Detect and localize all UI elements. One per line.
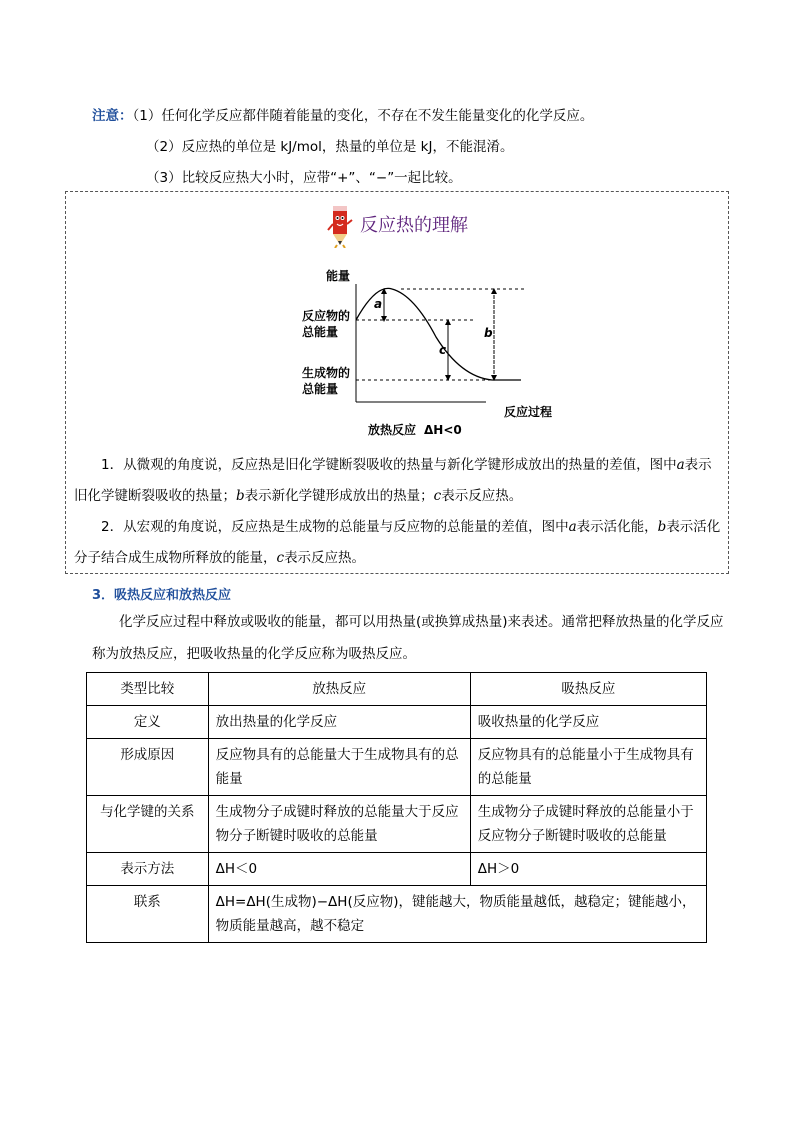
table-row (87, 706, 707, 739)
section-title: 3．吸热反应和放热反应 (92, 588, 232, 603)
comparison-table (86, 672, 707, 943)
macro-paragraph: 2．从宏观的角度说，反应热是生成物的总能量与反应物的总能量的差值，图中a表示活化能，b表示活化分子结合成生成物所释放的能量，c表示反应热。 (74, 519, 721, 566)
table-cell: 形成原因 (87, 739, 209, 796)
table-cell: ΔH=ΔH(生成物)−ΔH(反应物)，键能越大，物质能量越低，越稳定；键能越小，物质能量越高，越不稳定 (208, 886, 706, 943)
table-row (87, 739, 707, 796)
note-item-3: （3）比较反应热大小时，应带“+”、“−”一起比较。 (146, 170, 462, 186)
table-row (87, 853, 707, 886)
table-cell: 定义 (87, 706, 209, 739)
box-title: 反应热的理解 (360, 215, 468, 236)
note-label: 注意： (92, 108, 133, 124)
var-b: b (657, 519, 667, 535)
pencil-icon (326, 200, 354, 248)
notes (92, 101, 593, 194)
note-item-2: （2）反应热的单位是 kJ/mol，热量的单位是 kJ，不能混淆。 (146, 139, 514, 155)
x-axis-label: 反应过程 (504, 405, 553, 419)
var-c: c (433, 488, 442, 504)
table-cell: 与化学键的关系 (87, 796, 209, 853)
table-cell: 放出热量的化学反应 (208, 706, 470, 739)
caption-text: 放热反应 (368, 423, 417, 437)
box-header (326, 198, 468, 250)
var-c: c (276, 550, 285, 566)
table-cell: 反应物具有的总能量大于生成物具有的总能量 (208, 739, 470, 796)
var-a: a (676, 457, 685, 473)
y-axis-label: 能量 (326, 269, 351, 283)
energy-diagram (296, 262, 556, 446)
header-cell: 类型比较 (87, 673, 209, 706)
table-row (87, 796, 707, 853)
table-cell: 表示方法 (87, 853, 209, 886)
var-b: b (236, 488, 245, 504)
table-cell: ΔH＞0 (470, 853, 706, 886)
table-cell: 生成物分子成键时释放的总能量大于反应物分子断键时吸收的总能量 (208, 796, 470, 853)
table-cell: 联系 (87, 886, 209, 943)
table-cell: 吸收热量的化学反应 (470, 706, 706, 739)
note-line-1 (92, 101, 593, 132)
reactant-label-2: 总能量 (302, 325, 339, 339)
table-header-row (87, 673, 707, 706)
label-b: b (484, 326, 493, 340)
label-c: c (439, 343, 447, 357)
header-cell: 吸热反应 (470, 673, 706, 706)
table-row (87, 886, 707, 943)
label-a: a (374, 297, 383, 311)
svg-text:放热反应ΔH<0 (368, 422, 462, 437)
table-cell: 生成物分子成键时释放的总能量小于反应物分子断键时吸收的总能量 (470, 796, 706, 853)
reactant-label-1: 反应物的 (302, 309, 351, 323)
note-item-1: （1）任何化学反应都伴随着能量的变化，不存在不发生能量变化的化学反应。 (132, 108, 594, 124)
caption-formula: ΔH<0 (424, 423, 462, 437)
table-cell: 反应物具有的总能量小于生成物具有的总能量 (470, 739, 706, 796)
product-label-1: 生成物的 (302, 366, 351, 380)
micro-paragraph: 1．从微观的角度说，反应热是旧化学键断裂吸收的热量与新化学键形成放出的热量的差值，图中a表示旧化学键断裂吸收的热量；b表示新化学键形成放出的热量；c表示反应热。 (74, 457, 712, 504)
reaction-heat-box (65, 191, 729, 574)
product-label-2: 总能量 (302, 382, 339, 396)
table-cell: ΔH＜0 (208, 853, 470, 886)
section-intro: 化学反应过程中释放或吸收的能量，都可以用热量(或换算成热量)来表述。通常把释放热量的化学反应称为放热反应，把吸收热量的化学反应称为吸热反应。 (92, 614, 724, 662)
var-a: a (568, 519, 577, 535)
header-cell: 放热反应 (208, 673, 470, 706)
